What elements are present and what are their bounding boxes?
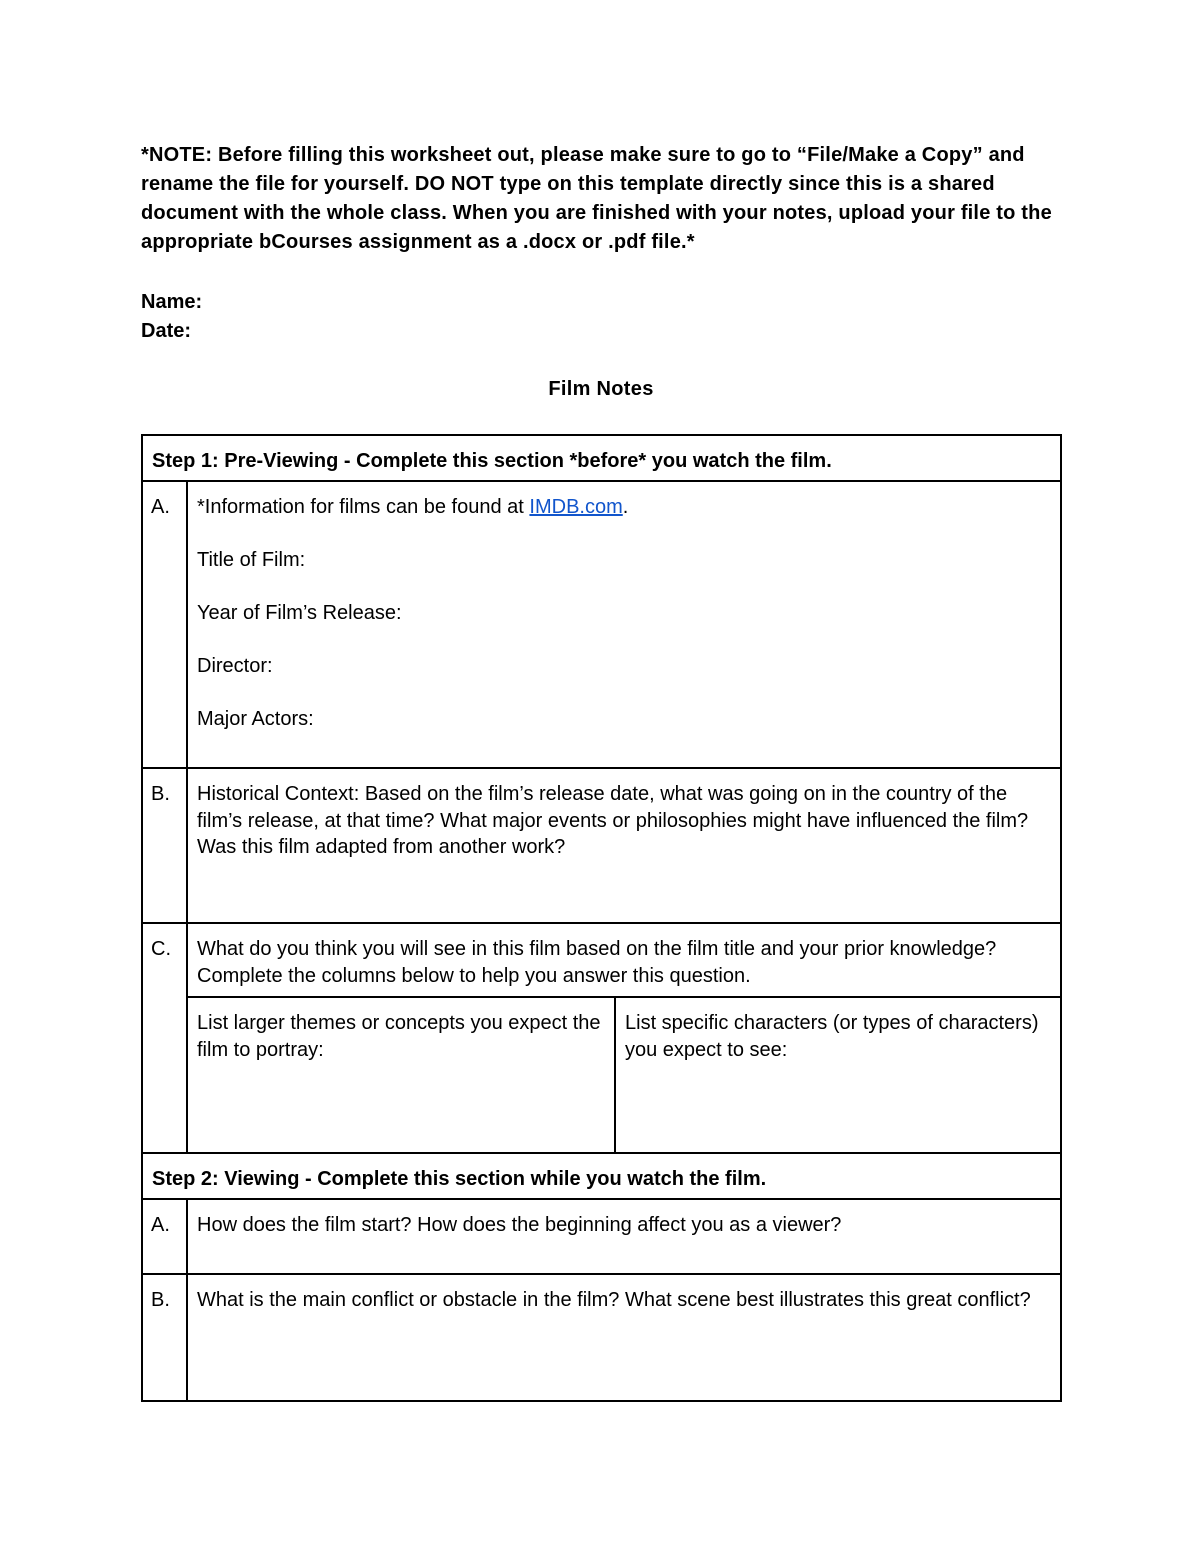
document-title: Film Notes: [548, 378, 654, 400]
imdb-info-suffix: .: [622, 496, 629, 518]
film-notes-table: [141, 434, 1062, 1402]
director-label: Director:: [197, 655, 273, 677]
step1-row-c: [142, 923, 1061, 1153]
film-start-prompt[interactable]: How does the film start? How does the beginning affect you as a viewer?: [187, 1199, 1061, 1274]
major-actors-label: Major Actors:: [197, 708, 314, 730]
expectations-prompt: What do you think you will see in this film based on the film title and your prior knowledge? Complete the columns below to help you answer this question.: [188, 924, 1060, 998]
row-letter: B.: [142, 1274, 187, 1401]
title-of-film-label: Title of Film:: [197, 549, 306, 571]
expectations-columns: [188, 998, 1060, 1152]
step2-heading-row: [142, 1153, 1061, 1199]
step1-c-cell: [187, 923, 1061, 1153]
step1-heading-row: [142, 435, 1061, 481]
name-field-label: Name:: [141, 291, 203, 313]
step1-heading: Step 1: Pre-Viewing - Complete this section *before* you watch the film.: [142, 435, 1061, 481]
step1-row-b: [142, 768, 1061, 923]
characters-column[interactable]: List specific characters (or types of characters) you expect to see:: [625, 1012, 1039, 1061]
step1-a-cell[interactable]: [187, 481, 1061, 768]
imdb-info-prefix: *Information for films can be found at: [197, 496, 530, 518]
imdb-info-line: [197, 494, 1051, 521]
step2-heading: Step 2: Viewing - Complete this section while you watch the film.: [142, 1153, 1061, 1199]
release-year-label: Year of Film’s Release:: [197, 602, 402, 624]
themes-column[interactable]: List larger themes or concepts you expect the film to portray:: [188, 998, 616, 1152]
date-field-label: Date:: [141, 320, 192, 342]
main-conflict-prompt[interactable]: What is the main conflict or obstacle in the film? What scene best illustrates this great conflict?: [187, 1274, 1061, 1401]
step2-row-a: [142, 1199, 1061, 1274]
row-letter: A.: [142, 481, 187, 768]
row-letter: A.: [142, 1199, 187, 1274]
historical-context-prompt[interactable]: Historical Context: Based on the film’s release date, what was going on in the country of the film’s release, at that time? What major events or philosophies might have influenced the film? Was this film adapted from another work?: [187, 768, 1061, 923]
imdb-link[interactable]: IMDB.com: [529, 496, 623, 518]
step2-row-b: [142, 1274, 1061, 1401]
step1-row-a: [142, 481, 1061, 768]
row-letter: B.: [142, 768, 187, 923]
instructions-note: *NOTE: Before filling this worksheet out, please make sure to go to “File/Make a Copy” and rename the file for yourself. DO NOT type on this template directly since this is a shared document with the whole class. When you are finished with your notes, upload your file to the appropriate bCourses assignment as a .docx or .pdf file.*: [141, 144, 1052, 253]
row-letter: C.: [142, 923, 187, 1153]
